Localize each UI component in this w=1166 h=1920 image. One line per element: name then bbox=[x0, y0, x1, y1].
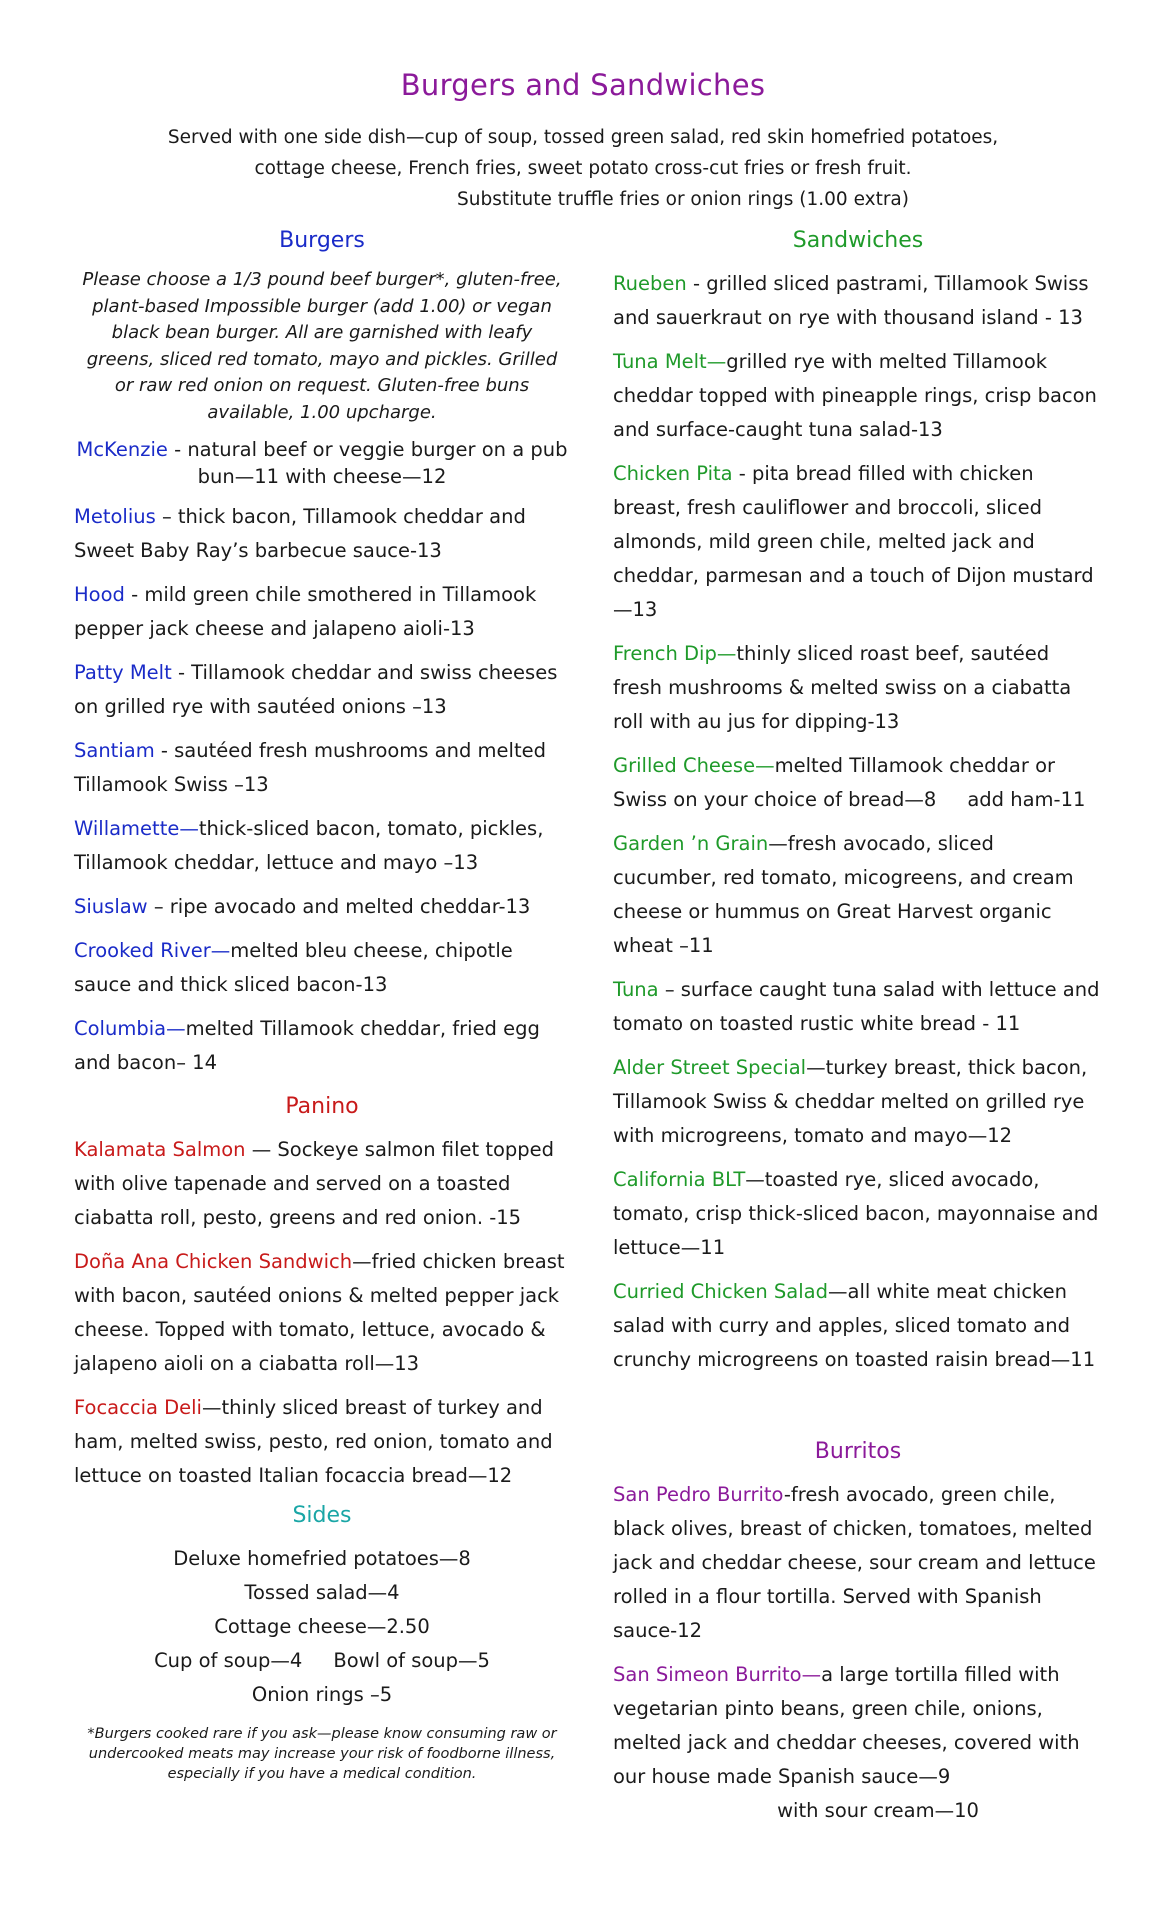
menu-item bbox=[613, 457, 1103, 627]
menu-item bbox=[74, 934, 570, 1002]
menu-item bbox=[74, 1012, 570, 1080]
intro-text bbox=[0, 122, 1166, 215]
item-name: Chicken Pita bbox=[613, 462, 733, 485]
intro-line-3: Substitute truffle fries or onion rings (1.00 extra) bbox=[457, 189, 909, 210]
side-line: Deluxe homefried potatoes—8 bbox=[173, 1547, 471, 1570]
item-desc: - Tillamook cheddar and swiss cheeses on grilled rye with sautéed onions –13 bbox=[74, 661, 558, 718]
menu-item bbox=[613, 267, 1103, 335]
burrito-extra: with sour cream—10 bbox=[777, 1799, 979, 1822]
item-desc: —thinly sliced breast of turkey and ham, melted swiss, pesto, red onion, tomato and lettuce on toasted Italian focaccia bread—12 bbox=[74, 1396, 553, 1487]
sandwiches-heading: Sandwiches bbox=[792, 228, 924, 253]
item-desc: —turkey breast, thick bacon, Tillamook Swiss & cheddar melted on grilled rye with microgreens, tomato and mayo—12 bbox=[613, 1056, 1088, 1147]
menu-item bbox=[613, 345, 1103, 447]
item-name: Focaccia Deli bbox=[74, 1396, 202, 1419]
menu-item bbox=[74, 1133, 570, 1235]
item-desc: —all white meat chicken salad with curry and apples, sliced tomato and crunchy microgreens on toasted raisin bread—11 bbox=[613, 1280, 1096, 1371]
item-desc: —fried chicken breast with bacon, sautéed onions & melted pepper jack cheese. Topped with tomato, lettuce, avocado & jalapeno aioli on a ciabatta roll—13 bbox=[74, 1250, 565, 1375]
menu-item bbox=[613, 827, 1103, 963]
item-desc: - grilled sliced pastrami, Tillamook Swiss and sauerkraut on rye with thousand island - 13 bbox=[613, 272, 1089, 329]
item-name: Tuna bbox=[613, 978, 659, 1001]
sides-list bbox=[74, 1542, 570, 1712]
item-desc: -fresh avocado, green chile, black olives, breast of chicken, tomatoes, melted jack and cheddar cheese, sour cream and lettuce rolled in a flour tortilla. Served with Spanish sauce-12 bbox=[613, 1483, 1096, 1642]
menu-item bbox=[613, 1658, 1103, 1794]
item-desc: melted bleu cheese, chipotle sauce and thick sliced bacon-13 bbox=[74, 939, 513, 996]
menu-item bbox=[613, 1275, 1103, 1377]
menu-item-mckenzie bbox=[74, 436, 570, 490]
item-name: Siuslaw bbox=[74, 895, 148, 918]
side-line: Cup of soup—4 Bowl of soup—5 bbox=[154, 1649, 490, 1672]
item-desc: — Sockeye salmon filet topped with olive tapenade and served on a toasted ciabatta roll, pesto, greens and red onion. -15 bbox=[74, 1138, 555, 1229]
panino-heading: Panino bbox=[285, 1094, 359, 1119]
item-name: California BLT bbox=[613, 1168, 746, 1191]
menu-item bbox=[613, 1051, 1103, 1153]
item-name: Patty Melt bbox=[74, 661, 172, 684]
item-name: Grilled Cheese— bbox=[613, 754, 775, 777]
disclaimer: *Burgers cooked rare if you ask—please know consuming raw or undercooked meats may increase your risk of foodborne illness, especially if you have a medical condition. bbox=[87, 1726, 557, 1782]
item-name: Crooked River— bbox=[74, 939, 231, 962]
left-column bbox=[74, 228, 570, 1784]
item-desc: melted Tillamook cheddar, fried egg and bacon– 14 bbox=[74, 1017, 540, 1074]
item-name: Garden ’n Grain bbox=[613, 832, 769, 855]
item-desc: thick-sliced bacon, tomato, pickles, Tillamook cheddar, lettuce and mayo –13 bbox=[74, 817, 544, 874]
menu-item bbox=[74, 1245, 570, 1381]
menu-item bbox=[613, 973, 1103, 1041]
item-name: Alder Street Special bbox=[613, 1056, 807, 1079]
item-desc: - mild green chile smothered in Tillamook pepper jack cheese and jalapeno aioli-13 bbox=[74, 583, 537, 640]
burgers-heading: Burgers bbox=[279, 228, 365, 253]
menu-item bbox=[74, 656, 570, 724]
item-name: Curried Chicken Salad bbox=[613, 1280, 828, 1303]
item-name: Willamette— bbox=[74, 817, 199, 840]
item-name: McKenzie bbox=[76, 438, 168, 461]
side-line: Tossed salad—4 bbox=[244, 1581, 400, 1604]
menu-item bbox=[613, 1163, 1103, 1265]
item-desc: —fresh avocado, sliced cucumber, red tomato, micogreens, and cream cheese or hummus on Great Harvest organic wheat –11 bbox=[613, 832, 1074, 957]
side-line: Onion rings –5 bbox=[251, 1683, 393, 1706]
item-name: Tuna Melt— bbox=[613, 350, 727, 373]
item-desc: – thick bacon, Tillamook cheddar and Sweet Baby Ray’s barbecue sauce-13 bbox=[74, 505, 526, 562]
item-name: San Pedro Burrito bbox=[613, 1483, 784, 1506]
item-desc: melted Tillamook cheddar or Swiss on your choice of bread—8 add ham-11 bbox=[613, 754, 1086, 811]
intro-line-2: cottage cheese, French fries, sweet potato cross-cut fries or fresh fruit. bbox=[254, 158, 912, 179]
burgers-note: Please choose a 1/3 pound beef burger*, gluten-free, plant-based Impossible burger (add 1.00) or vegan black bean burger. All are garnished with leafy greens, sliced red tomato, mayo and pickles. Grilled or raw red onion on request. Gluten-free buns available, 1.00 upcharge. bbox=[82, 269, 562, 423]
menu-item bbox=[74, 1391, 570, 1493]
item-name: Santiam bbox=[74, 739, 155, 762]
item-name: Rueben bbox=[613, 272, 687, 295]
item-desc: – surface caught tuna salad with lettuce and tomato on toasted rustic white bread - 11 bbox=[613, 978, 1100, 1035]
item-desc: a large tortilla filled with vegetarian pinto beans, green chile, onions, melted jack and cheddar cheeses, covered with our house made Spanish sauce—9 bbox=[613, 1663, 1080, 1788]
item-desc: - pita bread filled with chicken breast, fresh cauliflower and broccoli, sliced almonds, mild green chile, melted jack and cheddar, parmesan and a touch of Dijon mustard—13 bbox=[613, 462, 1094, 621]
item-name: Doña Ana Chicken Sandwich bbox=[74, 1250, 353, 1273]
menu-item bbox=[74, 578, 570, 646]
menu-item bbox=[74, 734, 570, 802]
page-title: Burgers and Sandwiches bbox=[400, 68, 766, 102]
item-desc: thinly sliced roast beef, sautéed fresh mushrooms & melted swiss on a ciabatta roll with au jus for dipping-13 bbox=[613, 642, 1072, 733]
item-name: Hood bbox=[74, 583, 125, 606]
item-desc: grilled rye with melted Tillamook cheddar topped with pineapple rings, crisp bacon and surface-caught tuna salad-13 bbox=[613, 350, 1097, 441]
right-column bbox=[613, 228, 1103, 1838]
menu-item bbox=[74, 500, 570, 568]
burritos-heading: Burritos bbox=[814, 1439, 902, 1464]
item-name: Kalamata Salmon bbox=[74, 1138, 246, 1161]
item-desc: - sautéed fresh mushrooms and melted Tillamook Swiss –13 bbox=[74, 739, 546, 796]
item-desc: —toasted rye, sliced avocado, tomato, crisp thick-sliced bacon, mayonnaise and lettuce—11 bbox=[613, 1168, 1099, 1259]
menu-item bbox=[74, 890, 570, 924]
item-name: Columbia— bbox=[74, 1017, 186, 1040]
item-name: French Dip— bbox=[613, 642, 737, 665]
menu-item bbox=[613, 749, 1103, 817]
item-desc: – ripe avocado and melted cheddar-13 bbox=[147, 895, 531, 918]
intro-line-1: Served with one side dish—cup of soup, tossed green salad, red skin homefried potatoes, bbox=[167, 127, 999, 148]
item-name: Metolius bbox=[74, 505, 156, 528]
menu-item bbox=[613, 637, 1103, 739]
item-name: San Simeon Burrito— bbox=[613, 1663, 822, 1686]
item-desc: - natural beef or veggie burger on a pub bun—11 with cheese—12 bbox=[167, 438, 568, 488]
menu-item bbox=[613, 1478, 1103, 1648]
sides-heading: Sides bbox=[292, 1503, 352, 1528]
side-line: Cottage cheese—2.50 bbox=[214, 1615, 430, 1638]
menu-item bbox=[74, 812, 570, 880]
